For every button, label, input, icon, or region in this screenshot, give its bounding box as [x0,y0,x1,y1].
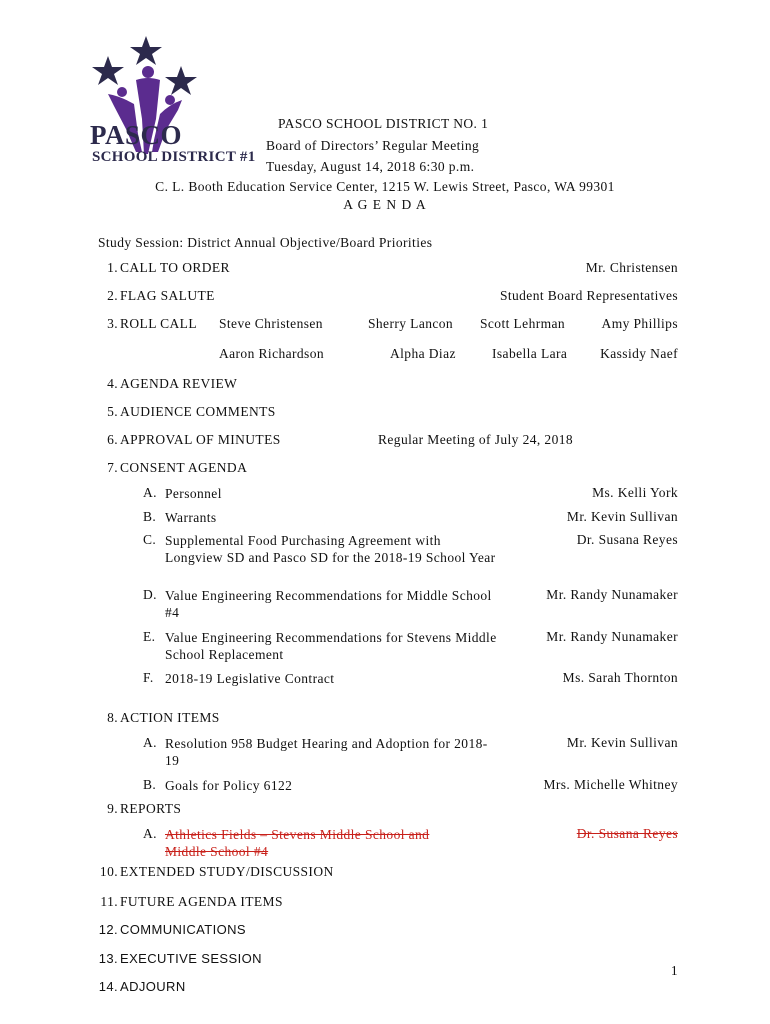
subitem-text: Warrants [165,510,217,525]
subitem-text: Value Engineering Recommendations for Middle School #4 [165,588,492,620]
agenda-heading: A G E N D A [343,197,427,212]
item-communications: COMMUNICATIONS [120,922,246,937]
item-call-to-order: CALL TO ORDER [120,260,230,275]
roll-call-name: Steve Christensen [219,316,323,331]
subitem-text: Resolution 958 Budget Hearing and Adoption for 2018-19 [165,736,488,768]
item-minutes-date: Regular Meeting of July 24, 2018 [378,432,574,447]
subitem-letter: A. [143,485,157,500]
subitem-text: Goals for Policy 6122 [165,778,293,793]
item-number: 5. [107,404,118,419]
item-audience-comments: AUDIENCE COMMENTS [120,404,276,419]
item-number: 1. [107,260,118,275]
subitem-presenter: Mr. Randy Nunamaker [546,629,678,644]
item-approval-of-minutes: APPROVAL OF MINUTES [120,432,281,447]
subitem-letter: C. [143,532,157,547]
roll-call-name: Sherry Lancon [368,316,454,331]
item-extended-study: EXTENDED STUDY/DISCUSSION [120,864,334,879]
item-presenter: Mr. Christensen [585,260,678,275]
item-reports: REPORTS [120,801,182,816]
roll-call-name: Isabella Lara [492,346,568,361]
page-number: 1 [670,963,678,978]
subitem-text: 2018-19 Legislative Contract [165,671,335,686]
subitem-text: Supplemental Food Purchasing Agreement with Longview SD and Pasco SD for the 2018-19 School Year [165,533,496,565]
item-number: 2. [107,288,118,303]
item-roll-call: ROLL CALL [120,316,197,331]
roll-call-name: Amy Phillips [601,316,678,331]
subitem-text-struck: Athletics Fields – Stevens Middle School and Middle School #4 [165,827,430,859]
study-session: Study Session: District Annual Objective/Board Priorities [98,235,433,250]
meeting-location: C. L. Booth Education Service Center, 1215 W. Lewis Street, Pasco, WA 99301 [155,179,615,194]
subitem-letter: A. [143,826,157,841]
item-executive-session: EXECUTIVE SESSION [120,951,262,966]
roll-call-name: Kassidy Naef [600,346,678,361]
item-adjourn: ADJOURN [120,979,186,994]
item-number: 3. [107,316,118,331]
subitem-letter: B. [143,509,157,524]
subitem-presenter: Ms. Kelli York [592,485,678,500]
subitem-presenter: Mrs. Michelle Whitney [543,777,678,792]
item-action-items: ACTION ITEMS [120,710,220,725]
item-flag-salute: FLAG SALUTE [120,288,215,303]
subitem-presenter: Mr. Kevin Sullivan [566,509,678,524]
item-number: 6. [107,432,118,447]
subitem-presenter-struck: Dr. Susana Reyes [576,826,678,841]
item-number: 8. [107,710,118,725]
logo-title: PASCO [90,120,183,150]
item-presenter: Student Board Representatives [499,288,678,303]
roll-call-name: Scott Lehrman [480,316,566,331]
item-number: 13. [98,951,118,966]
subitem-letter: E. [143,629,156,644]
meeting-date: Tuesday, August 14, 2018 6:30 p.m. [266,159,475,174]
item-consent-agenda: CONSENT AGENDA [120,460,248,475]
item-number: 4. [107,376,118,391]
item-future-agenda: FUTURE AGENDA ITEMS [120,894,283,909]
item-number: 9. [107,801,118,816]
item-number: 12. [98,922,118,937]
roll-call-name: Aaron Richardson [219,346,324,361]
item-number: 11. [100,894,118,909]
item-number: 10. [99,864,118,879]
subitem-letter: B. [143,777,157,792]
meeting-title: Board of Directors’ Regular Meeting [266,138,480,153]
roll-call-name: Alpha Diaz [390,346,456,361]
subitem-text: Value Engineering Recommendations for Stevens Middle School Replacement [165,630,497,662]
item-number: 7. [107,460,118,475]
district-name: PASCO SCHOOL DISTRICT NO. 1 [278,116,489,131]
subitem-presenter: Ms. Sarah Thornton [562,670,678,685]
item-agenda-review: AGENDA REVIEW [120,376,238,391]
item-number: 14. [98,979,118,994]
subitem-letter: A. [143,735,157,750]
subitem-presenter: Mr. Randy Nunamaker [546,587,678,602]
subitem-presenter: Dr. Susana Reyes [576,532,678,547]
subitem-letter: F. [143,670,154,685]
logo-subtitle: SCHOOL DISTRICT #1 [92,149,256,165]
subitem-presenter: Mr. Kevin Sullivan [566,735,678,750]
subitem-text: Personnel [165,486,222,501]
subitem-letter: D. [143,587,157,602]
